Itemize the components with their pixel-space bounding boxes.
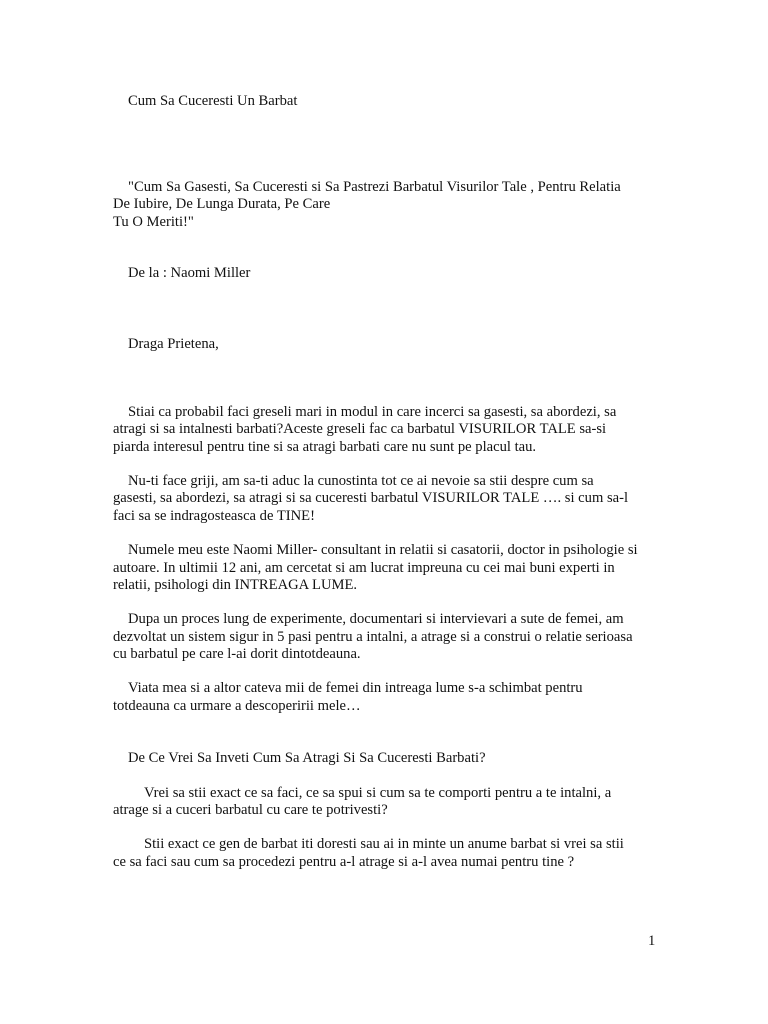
- greeting: Draga Prietena,: [128, 336, 219, 352]
- paragraph-line: cu barbatul pe care l-ai dorit dintotdeauna.: [113, 646, 361, 662]
- section-paragraph-line: Vrei sa stii exact ce sa faci, ce sa spui si cum sa te comporti pentru a te intalni, a: [144, 785, 612, 801]
- paragraph-line: Nu-ti face griji, am sa-ti aduc la cunostinta tot ce ai nevoie sa stii despre cum sa: [128, 473, 594, 489]
- section-heading: De Ce Vrei Sa Inveti Cum Sa Atragi Si Sa Cuceresti Barbati?: [128, 750, 486, 766]
- paragraph-line: totdeauna ca urmare a descoperirii mele…: [113, 698, 361, 714]
- paragraph-line: piarda interesul pentru tine si sa atragi barbati care nu sunt pe placul tau.: [113, 439, 537, 455]
- subtitle-line: Tu O Meriti!": [113, 214, 194, 230]
- page-number: 1: [648, 933, 656, 949]
- section-paragraph-line: atrage si a cuceri barbatul cu care te potrivesti?: [113, 802, 388, 818]
- paragraph-line: atragi si sa intalnesti barbati?Aceste greseli fac ca barbatul VISURILOR TALE sa-si: [113, 421, 607, 437]
- paragraph-line: dezvoltat un sistem sigur in 5 pasi pentru a intalni, a atrage si a construi o relatie serioasa: [113, 629, 633, 645]
- paragraph-line: gasesti, sa abordezi, sa atragi si sa cuceresti barbatul VISURILOR TALE …. si cum sa-l: [113, 490, 629, 506]
- paragraph-line: Viata mea si a altor cateva mii de femei din intreaga lume s-a schimbat pentru: [128, 680, 583, 696]
- section-paragraph-line: Stii exact ce gen de barbat iti doresti sau ai in minte un anume barbat si vrei sa stii: [144, 836, 624, 852]
- paragraph-line: Dupa un proces lung de experimente, documentari si intervievari a sute de femei, am: [128, 611, 624, 627]
- section-paragraph-line: ce sa faci sau cum sa procedezi pentru a-l atrage si a-l avea numai pentru tine ?: [113, 854, 575, 870]
- document-title: Cum Sa Cuceresti Un Barbat: [128, 93, 298, 109]
- paragraph-line: faci sa se indragosteasca de TINE!: [113, 508, 315, 524]
- paragraph-line: autoare. In ultimii 12 ani, am cercetat si am lucrat impreuna cu cei mai buni experti in: [113, 560, 615, 576]
- paragraph-line: Numele meu este Naomi Miller- consultant in relatii si casatorii, doctor in psihologie si: [128, 542, 638, 558]
- subtitle-line: "Cum Sa Gasesti, Sa Cuceresti si Sa Pastrezi Barbatul Visurilor Tale , Pentru Relatia: [128, 179, 621, 195]
- author-line: De la : Naomi Miller: [128, 265, 251, 281]
- subtitle-line: De Iubire, De Lunga Durata, Pe Care: [113, 196, 331, 212]
- paragraph-line: relatii, psihologi din INTREAGA LUME.: [113, 577, 358, 593]
- paragraph-line: Stiai ca probabil faci greseli mari in modul in care incerci sa gasesti, sa abordezi, sa: [128, 404, 617, 420]
